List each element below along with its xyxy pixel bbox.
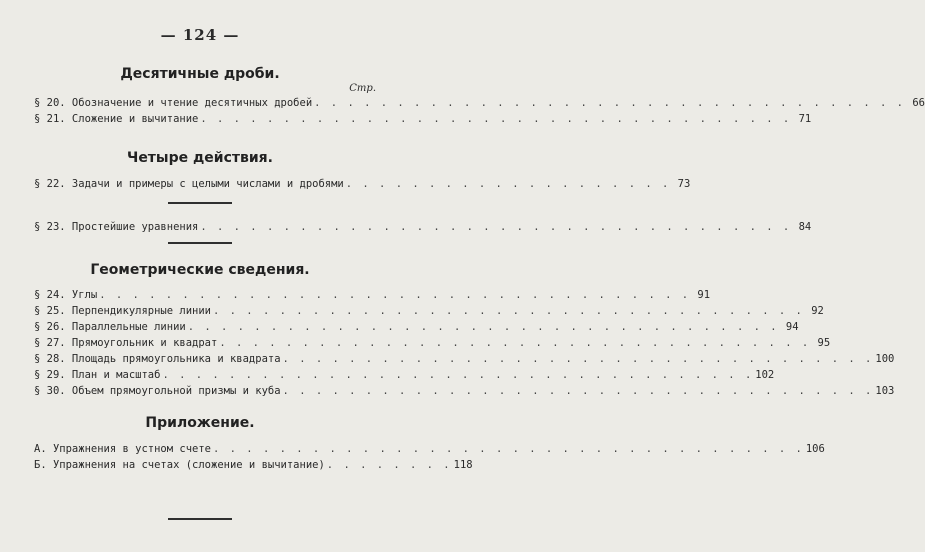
section-heading-geometry: Геометрические сведения. [90, 262, 310, 278]
entry-title: А. Упражнения в устном счете [34, 443, 212, 455]
leader-dots: . . . . . . . . . . . . . . . . . . . . . . . . . . . . . . . . . . . . [99, 289, 691, 301]
divider-rule [168, 518, 232, 520]
entry-title: § 23. Простейшие уравнения [34, 221, 199, 233]
entry-page: 106 [805, 443, 825, 455]
entry-page: 71 [798, 113, 812, 125]
entry-page: 94 [785, 321, 799, 333]
toc-entry [34, 353, 895, 365]
toc-entry [34, 221, 812, 233]
toc-entry [34, 321, 799, 333]
leader-dots: . . . . . . . . . . . . . . . . . . . . . . . . . . . . . . . . . . . . [200, 113, 792, 125]
entry-title: § 24. Углы [34, 289, 98, 301]
leader-dots: . . . . . . . . . . . . . . . . . . . . . . . . . . . . . . . . . . . . [213, 305, 804, 317]
entry-title: § 29. План и масштаб [34, 369, 161, 381]
leader-dots: . . . . . . . . . . . . . . . . . . . . . . . . . . . . . . . . . . . . [314, 97, 905, 109]
leader-dots: . . . . . . . . . . . . . . . . . . . . [345, 178, 671, 190]
toc-entry [34, 178, 691, 190]
entry-title: § 20. Обозначение и чтение десятичных дробей [34, 97, 313, 109]
entry-page: 118 [453, 459, 473, 471]
divider-rule [168, 202, 232, 204]
section-heading-four-operations: Четыре действия. [127, 150, 273, 166]
toc-entry [34, 305, 824, 317]
entry-page: 73 [677, 178, 691, 190]
leader-dots: . . . . . . . . . . . . . . . . . . . . . . . . . . . . . . . . . . . . [282, 385, 874, 397]
leader-dots: . . . . . . . . . . . . . . . . . . . . . . . . . . . . . . . . . . . . [187, 321, 779, 333]
toc-entry [34, 289, 711, 301]
leader-dots: . . . . . . . . . . . . . . . . . . . . . . . . . . . . . . . . . . . . [162, 369, 754, 381]
divider-rule [168, 242, 232, 244]
section-heading-decimal: Десятичные дроби. [120, 66, 280, 82]
toc-entry [34, 337, 831, 349]
entry-page: 91 [697, 289, 711, 301]
entry-title: § 28. Площадь прямоугольника и квадрата [34, 353, 281, 365]
leader-dots: . . . . . . . . . . . . . . . . . . . . . . . . . . . . . . . . . . . . [219, 337, 811, 349]
leader-dots: . . . . . . . . . . . . . . . . . . . . . . . . . . . . . . . . . . . . [282, 353, 874, 365]
page-column-label: Стр. [349, 83, 376, 94]
entry-page: 66 [912, 97, 925, 109]
toc-entry [34, 385, 895, 397]
entry-title: § 27. Прямоугольник и квадрат [34, 337, 218, 349]
leader-dots: . . . . . . . . . . . . . . . . . . . . . . . . . . . . . . . . . . . . [200, 221, 792, 233]
entry-title: § 22. Задачи и примеры с целыми числами и дробями [34, 178, 344, 190]
entry-page: 100 [875, 353, 895, 365]
page-number: — 124 — [160, 26, 240, 44]
entry-page: 102 [755, 369, 775, 381]
toc-entry [34, 369, 775, 381]
toc-entry [34, 459, 473, 471]
toc-entry [34, 443, 825, 455]
entry-title: § 30. Объем прямоугольной призмы и куба [34, 385, 281, 397]
entry-page: 95 [817, 337, 831, 349]
entry-page: 103 [875, 385, 895, 397]
entry-title: § 26. Параллельные линии [34, 321, 186, 333]
toc-entry [34, 113, 812, 125]
entry-title: Б. Упражнения на счетах (сложение и вычитание) [34, 459, 325, 471]
entry-page: 92 [811, 305, 824, 317]
entry-page: 84 [798, 221, 812, 233]
entry-title: § 21. Сложение и вычитание [34, 113, 199, 125]
entry-title: § 25. Перпендикулярные линии [34, 305, 212, 317]
toc-entry [34, 97, 925, 109]
section-heading-appendix: Приложение. [145, 415, 255, 431]
leader-dots: . . . . . . . . [326, 459, 452, 471]
leader-dots: . . . . . . . . . . . . . . . . . . . . . . . . . . . . . . . . . . . . [213, 443, 804, 455]
